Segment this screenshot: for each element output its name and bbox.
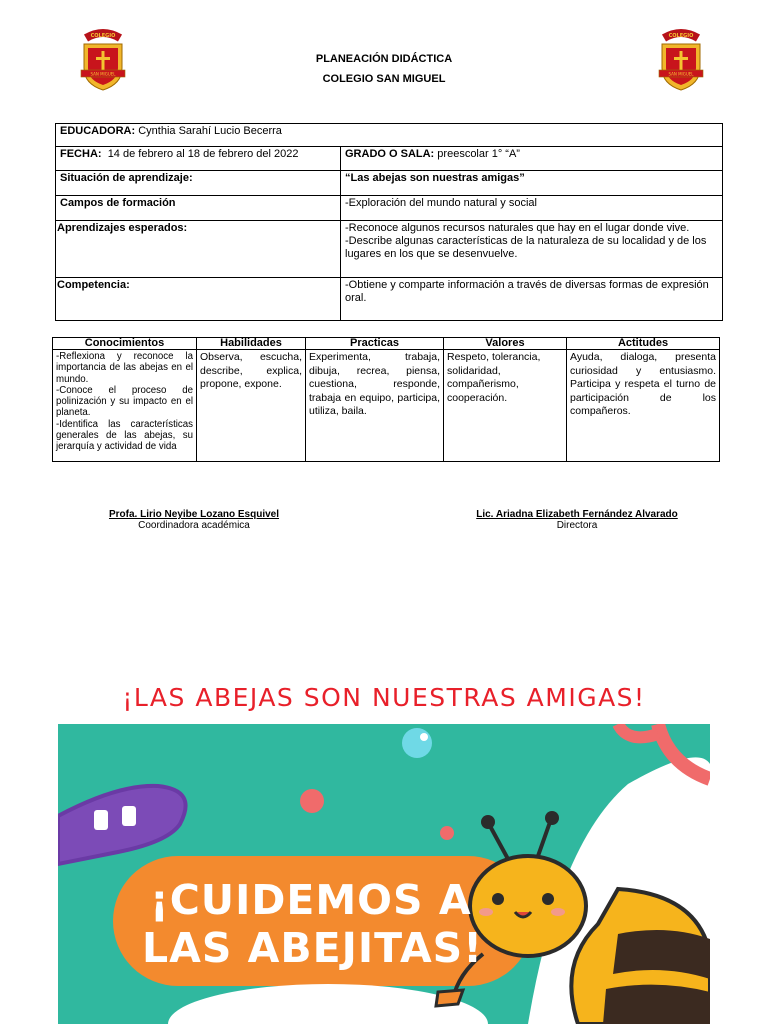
svg-text:SAN MIGUEL: SAN MIGUEL [668,71,694,77]
fecha-label: FECHA: [60,148,102,160]
signature-role: Coordinadora académica [138,520,250,531]
aprendizajes-label: Aprendizajes esperados: [56,221,341,278]
signature-role: Directora [556,520,598,531]
school-name: COLEGIO SAN MIGUEL [322,73,446,85]
signature-left [94,509,294,531]
banner-line-1: ¡CUIDEMOS A [150,876,472,924]
competencia-value: -Obtiene y comparte información a través de diversas formas de expresión oral. [341,278,723,321]
campos-value: -Exploración del mundo natural y social [341,196,723,221]
svg-text:SAN MIGUEL: SAN MIGUEL [90,71,116,77]
conocimiento-item: -Identifica las características generales de las abejas, su jerarquía y actividad de vida [56,418,193,453]
column-header: Habilidades [197,338,306,350]
skills-table [52,337,720,462]
signature-right [449,509,705,531]
signature-name: Profa. Lirio Neyibe Lozano Esquivel [108,509,280,520]
banner-line-2: LAS ABEJITAS! [142,924,483,972]
conocimiento-item: -Conoce el proceso de polinización y su impacto en el planeta. [56,384,193,419]
fecha-cell [56,147,341,171]
educadora-cell [56,124,723,147]
svg-text:COLEGIO: COLEGIO [668,33,694,39]
aprendizaje-item: -Describe algunas características de la naturaleza de su localidad y de los lugares en los que se desenvuelve. [345,235,707,260]
activity-title: ¡LAS ABEJAS SON NUESTRAS AMIGAS! [122,683,646,712]
valores-cell: Respeto, tolerancia, solidaridad, compañerismo, cooperación. [444,350,567,462]
info-table [55,123,723,321]
actitudes-cell: Ayuda, dialoga, presenta curiosidad y entusiasmo. Participa y respeta el turno de participación de los compañeros. [567,350,720,462]
document-title: PLANEACIÓN DIDÁCTICA [315,53,453,65]
grado-cell [341,147,723,171]
banner-art [58,724,710,1024]
habilidades-cell: Observa, escucha, describe, explica, propone, expone. [197,350,306,462]
conocimientos-cell [53,350,197,462]
educadora-label: EDUCADORA: [60,125,136,137]
conocimiento-item: -Reflexiona y reconoce la importancia de las abejas en el mundo. [56,351,193,385]
column-header: Actitudes [567,338,720,350]
grado-label: GRADO O SALA: [345,148,435,160]
grado-value: preescolar 1° “A” [437,148,520,160]
aprendizajes-value [341,221,723,278]
column-header: Valores [444,338,567,350]
fecha-value: 14 de febrero al 18 de febrero del 2022 [107,148,299,160]
aprendizaje-item: -Reconoce algunos recursos naturales que hay en el lugar donde vive. [345,222,690,234]
situacion-label: Situación de aprendizaje: [56,171,341,196]
column-header: Conocimientos [53,338,197,350]
situacion-value: “Las abejas son nuestras amigas” [341,171,723,196]
banner-illustration [58,724,710,1024]
competencia-label: Competencia: [56,278,341,321]
column-header: Practicas [306,338,444,350]
practicas-cell: Experimenta, trabaja, dibuja, recrea, piensa, cuestiona, responde, trabaja en equipo, participa, utiliza, baila. [306,350,444,462]
campos-label: Campos de formación [56,196,341,221]
signature-name: Lic. Ariadna Elizabeth Fernández Alvarado [476,509,678,520]
educadora-value: Cynthia Sarahí Lucio Becerra [138,125,282,137]
svg-text:COLEGIO: COLEGIO [90,33,116,39]
